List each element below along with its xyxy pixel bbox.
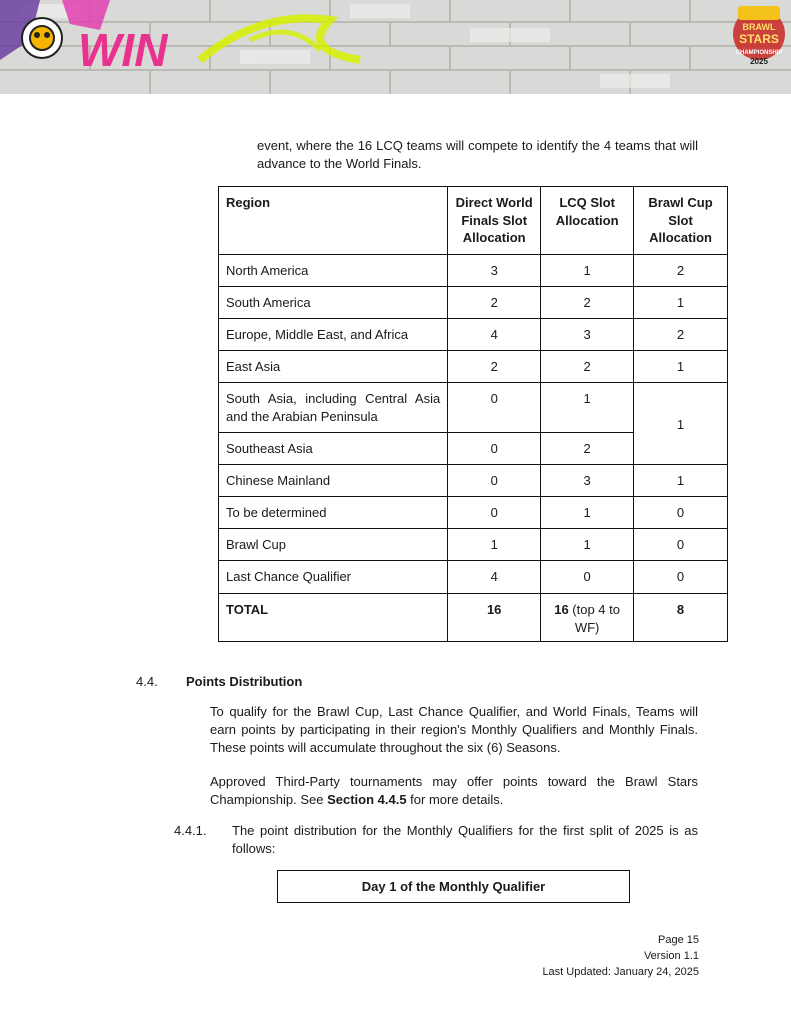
table-row — [219, 287, 728, 319]
header-cup: Brawl Cup Slot Allocation — [634, 187, 728, 255]
version-label: Version 1.1 — [643, 950, 699, 962]
subsection-number: 4.4.1. — [174, 823, 207, 838]
cup-cell: 0 — [634, 561, 728, 594]
table-total-row — [219, 594, 728, 642]
table-row — [219, 351, 728, 383]
monthly-qualifier-day1-title: Day 1 of the Monthly Qualifier — [277, 870, 630, 903]
total-lcq: 16 — [554, 602, 569, 617]
region-cell: South Asia, including Central Asia and the Arabian Peninsula — [219, 383, 448, 433]
direct-cell: 0 — [448, 497, 541, 529]
direct-cell: 0 — [448, 433, 541, 465]
direct-cell: 4 — [448, 561, 541, 594]
table-row — [219, 561, 728, 594]
table-row — [219, 529, 728, 561]
table-row — [219, 319, 728, 351]
lcq-cell: 2 — [541, 433, 634, 465]
section-paragraph-2 — [210, 773, 698, 809]
cup-cell: 0 — [634, 529, 728, 561]
table-row — [219, 465, 728, 497]
cup-cell: 1 — [634, 351, 728, 383]
graffiti-win-text: WIN — [78, 24, 168, 76]
intro-paragraph: event, where the 16 LCQ teams will compete to identify the 4 teams that will advance to the World Finals. — [257, 138, 698, 171]
header-direct: Direct World Finals Slot Allocation — [448, 187, 541, 255]
cup-cell: 2 — [634, 255, 728, 287]
lcq-cell: 2 — [541, 287, 634, 319]
region-cell: Brawl Cup — [219, 529, 448, 561]
header-banner — [0, 0, 791, 94]
direct-cell: 3 — [448, 255, 541, 287]
cup-cell: 0 — [634, 497, 728, 529]
direct-cell: 2 — [448, 287, 541, 319]
region-cell: East Asia — [219, 351, 448, 383]
region-cell: North America — [219, 255, 448, 287]
table-row — [219, 383, 728, 433]
section-title: Points Distribution — [186, 674, 303, 689]
section-paragraph-1: To qualify for the Brawl Cup, Last Chance Qualifier, and World Finals, Teams will earn points by participating in their region's Monthly Qualifiers and Monthly Finals. These points will accumulate throughout the six (6) Seasons. — [210, 704, 698, 755]
table-header-row — [219, 187, 728, 255]
svg-text:STARS: STARS — [739, 32, 779, 46]
cup-cell: 1 — [634, 287, 728, 319]
page-footer — [542, 932, 699, 980]
paragraph-2-tail: for more details. — [406, 792, 504, 807]
lcq-cell: 1 — [541, 255, 634, 287]
total-direct: 16 — [448, 594, 541, 642]
svg-text:CHAMPIONSHIP: CHAMPIONSHIP — [735, 50, 783, 56]
cup-cell-merged: 1 — [634, 383, 728, 465]
lcq-cell: 3 — [541, 319, 634, 351]
direct-cell: 1 — [448, 529, 541, 561]
region-cell: To be determined — [219, 497, 448, 529]
svg-text:2025: 2025 — [750, 57, 768, 66]
cup-cell: 2 — [634, 319, 728, 351]
brick-wall-graphic — [0, 0, 791, 94]
lcq-cell: 0 — [541, 561, 634, 594]
lcq-cell: 1 — [541, 497, 634, 529]
direct-cell: 2 — [448, 351, 541, 383]
lcq-cell: 3 — [541, 465, 634, 497]
table-row — [219, 497, 728, 529]
page-number: Page 15 — [658, 934, 699, 946]
total-label: TOTAL — [219, 594, 448, 642]
svg-text:BRAWL: BRAWL — [742, 22, 776, 32]
lcq-cell: 1 — [541, 383, 634, 433]
section-number: 4.4. — [136, 674, 158, 689]
table-row — [219, 255, 728, 287]
lcq-cell: 1 — [541, 529, 634, 561]
subsection-text: The point distribution for the Monthly Qualifiers for the first split of 2025 is as follows: — [232, 823, 698, 856]
header-lcq: LCQ Slot Allocation — [541, 187, 634, 255]
section-reference-link[interactable]: Section 4.4.5 — [327, 792, 407, 807]
region-cell: South America — [219, 287, 448, 319]
region-cell: Last Chance Qualifier — [219, 561, 448, 594]
total-lcq-cell — [541, 594, 634, 642]
total-cup: 8 — [634, 594, 728, 642]
region-cell: Chinese Mainland — [219, 465, 448, 497]
cup-cell: 1 — [634, 465, 728, 497]
direct-cell: 4 — [448, 319, 541, 351]
paragraph-2-text: Approved Third-Party tournaments may offer points toward the Brawl Stars Championship. See — [210, 774, 698, 807]
total-lcq-note: (top 4 to WF) — [568, 602, 620, 635]
slot-allocation-table — [218, 186, 728, 642]
region-cell: Europe, Middle East, and Africa — [219, 319, 448, 351]
region-cell: Southeast Asia — [219, 433, 448, 465]
direct-cell: 0 — [448, 465, 541, 497]
lcq-cell: 2 — [541, 351, 634, 383]
direct-cell: 0 — [448, 383, 541, 433]
last-updated: Last Updated: January 24, 2025 — [542, 966, 699, 978]
header-region: Region — [219, 187, 448, 255]
